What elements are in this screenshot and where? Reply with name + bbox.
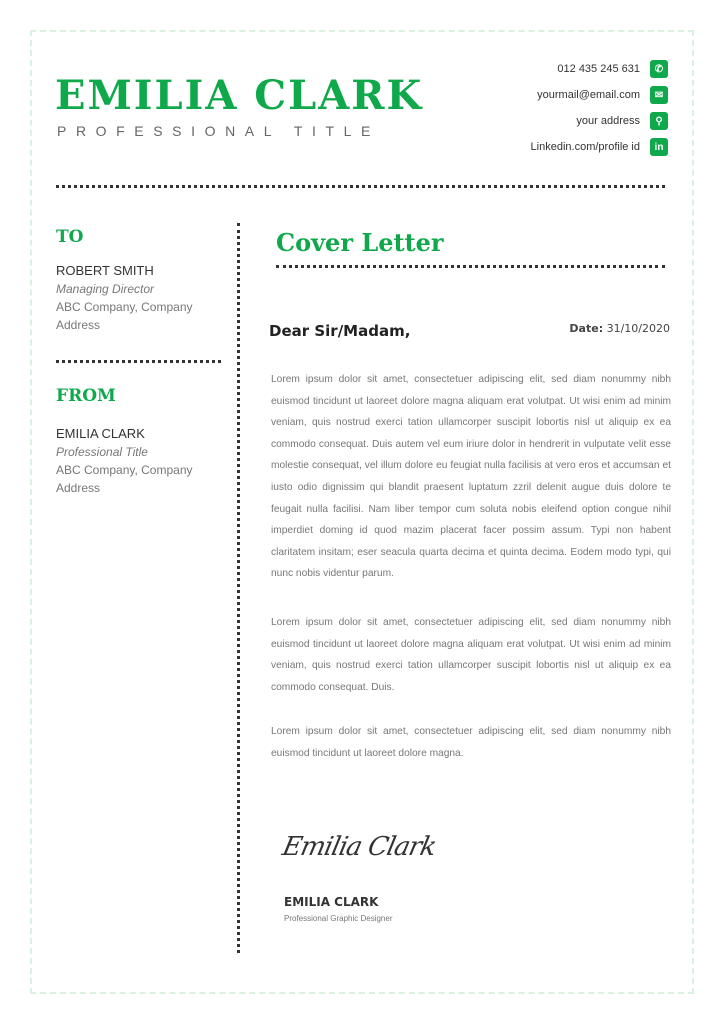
address-text: your address xyxy=(576,115,640,127)
greeting: Dear Sir/Madam, xyxy=(269,322,411,340)
linkedin-icon: in xyxy=(650,138,668,156)
signature-image: Emilia Clark xyxy=(279,832,439,862)
contact-address xyxy=(368,111,668,131)
letter-paragraph: Lorem ipsum dolor sit amet, consectetuer adipiscing elit, sed diam nonummy nibh euismod tincidunt ut laoreet dolore magna. xyxy=(271,726,671,759)
from-title: Professional Title xyxy=(56,445,148,459)
contact-phone xyxy=(368,59,668,79)
from-heading: FROM xyxy=(56,386,116,406)
section-divider xyxy=(56,360,221,363)
cover-letter-heading: Cover Letter xyxy=(276,228,444,257)
signature-name: EMILIA CLARK xyxy=(284,895,379,909)
to-title: Managing Director xyxy=(56,282,155,296)
letter-paragraph: Lorem ipsum dolor sit amet, consectetuer adipiscing elit, sed diam nonummy nibh euismod tincidunt ut laoreet dolore magna aliquam erat volutpat. Ut wisi enim ad minim veniam, quis nostrud exerci tation ullamcorper suscipit lobortis nisl ut aliquip ex ea commodo consequat. Duis autem vel eum iriure dolor in hendrerit in vulputate velit esse molestie consequat, vel illum dolore eu feugiat nulla facilisis at vero eros et accumsan et iusto odio dignissim qui blandit praesent luptatum zzril delenit augue duis dolore te feugait nulla facilisi. Nam liber tempor cum soluta nobis eleifend option congue nihil imperdiet doming id quod mazim placerat facer possim assum. Typi non habent claritatem insitam; eser seacula quarta decima et quinta decima. Eodem modo typi, qui nunc nobis videntur parum. xyxy=(271,374,671,580)
mail-icon: ✉ xyxy=(650,86,668,104)
date-value: 31/10/2020 xyxy=(606,322,670,335)
date-label: Date: xyxy=(569,322,604,335)
linkedin-text: Linkedin.com/profile id xyxy=(530,141,640,153)
signature-role: Professional Graphic Designer xyxy=(284,914,393,923)
email-text: yourmail@email.com xyxy=(537,89,640,101)
to-address: ABC Company, Company Address xyxy=(56,300,193,332)
to-heading: TO xyxy=(56,227,84,247)
applicant-name: EMILIA CLARK xyxy=(55,72,424,119)
letter-paragraph: Lorem ipsum dolor sit amet, consectetuer adipiscing elit, sed diam nonummy nibh euismod tincidunt ut laoreet dolore magna aliquam erat volutpat. Ut wisi enim ad minim veniam, quis nostrud exerci tation ullamcorper suscipit lobortis nisl ut aliquip ex ea commodo consequat. Duis. xyxy=(271,617,671,693)
to-section xyxy=(56,227,206,334)
professional-title: PROFESSIONAL TITLE xyxy=(57,123,380,139)
from-address: ABC Company, Company Address xyxy=(56,463,193,495)
to-name: ROBERT SMITH xyxy=(56,263,154,278)
phone-icon: ✆ xyxy=(650,60,668,78)
date xyxy=(569,322,670,335)
header-divider xyxy=(56,185,665,188)
from-section xyxy=(56,386,206,497)
column-divider xyxy=(237,223,240,953)
contact-email xyxy=(368,85,668,105)
contact-linkedin xyxy=(368,137,668,157)
phone-text: 012 435 245 631 xyxy=(557,63,640,75)
from-name: EMILIA CLARK xyxy=(56,426,145,441)
location-icon: ⚲ xyxy=(650,112,668,130)
heading-divider xyxy=(276,265,665,268)
